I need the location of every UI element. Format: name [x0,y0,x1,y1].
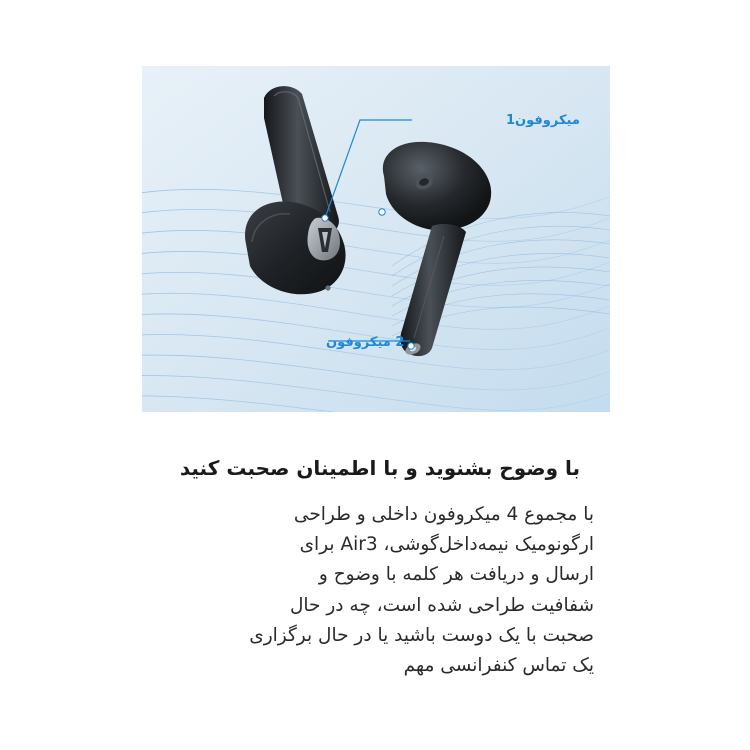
product-image [142,66,610,412]
description-line: یک تماس کنفرانسی مهم [403,654,594,676]
description-line: صحبت با یک دوست باشید یا در حال برگزاری [249,624,594,646]
callout-label-mic-1: میکروفون1 [506,113,580,128]
description-line: با مجموع 4 میکروفون داخلی و طراحی [293,504,594,525]
callout-label-mic-2: 2 میکروفون [326,335,405,350]
headline: با وضوح بشنوید و با اطمینان صحبت کنید [179,456,580,480]
description-line: شفافیت طراحی شده است، چه در حال [289,594,594,616]
description-paragraph [100,500,594,681]
description-line: ارگونومیک نیمه‌داخل‌گوشی، Air3 برای [299,534,594,556]
callout-mic-2 [326,335,414,350]
description-line: ارسال و دریافت هر کلمه با وضوح و [318,564,594,586]
